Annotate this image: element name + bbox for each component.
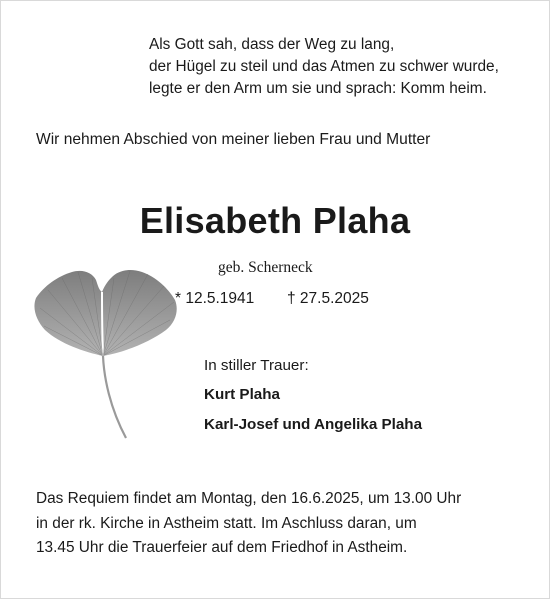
- service-notice: [36, 487, 536, 561]
- poem-line: legte er den Arm um sie und sprach: Komm heim.: [149, 80, 487, 97]
- deceased-name: Elisabeth Plaha: [139, 200, 411, 241]
- poem-line: Als Gott sah, dass der Weg zu lang,: [149, 36, 395, 53]
- intro-text: Wir nehmen Abschied von meiner lieben Frau und Mutter: [36, 131, 431, 148]
- notice-line: in der rk. Kirche in Astheim statt. Im Aschluss daran, um: [36, 514, 417, 532]
- mourning-label: In stiller Trauer:: [204, 357, 309, 374]
- maiden-name: geb. Scherneck: [218, 259, 313, 276]
- poem-line: der Hügel zu steil und das Atmen zu schwer wurde,: [149, 58, 499, 75]
- mourner-name: Karl-Josef und Angelika Plaha: [204, 416, 423, 433]
- mourner-name: Kurt Plaha: [204, 386, 280, 403]
- poem: [149, 34, 539, 100]
- ginkgo-leaf-icon: [30, 268, 190, 440]
- notice-line: Das Requiem findet am Montag, den 16.6.2025, um 13.00 Uhr: [36, 490, 462, 507]
- notice-line: 13.45 Uhr die Trauerfeier auf dem Friedhof in Astheim.: [36, 539, 408, 556]
- birth-date: * 12.5.1941: [175, 290, 255, 307]
- death-date: † 27.5.2025: [287, 290, 369, 307]
